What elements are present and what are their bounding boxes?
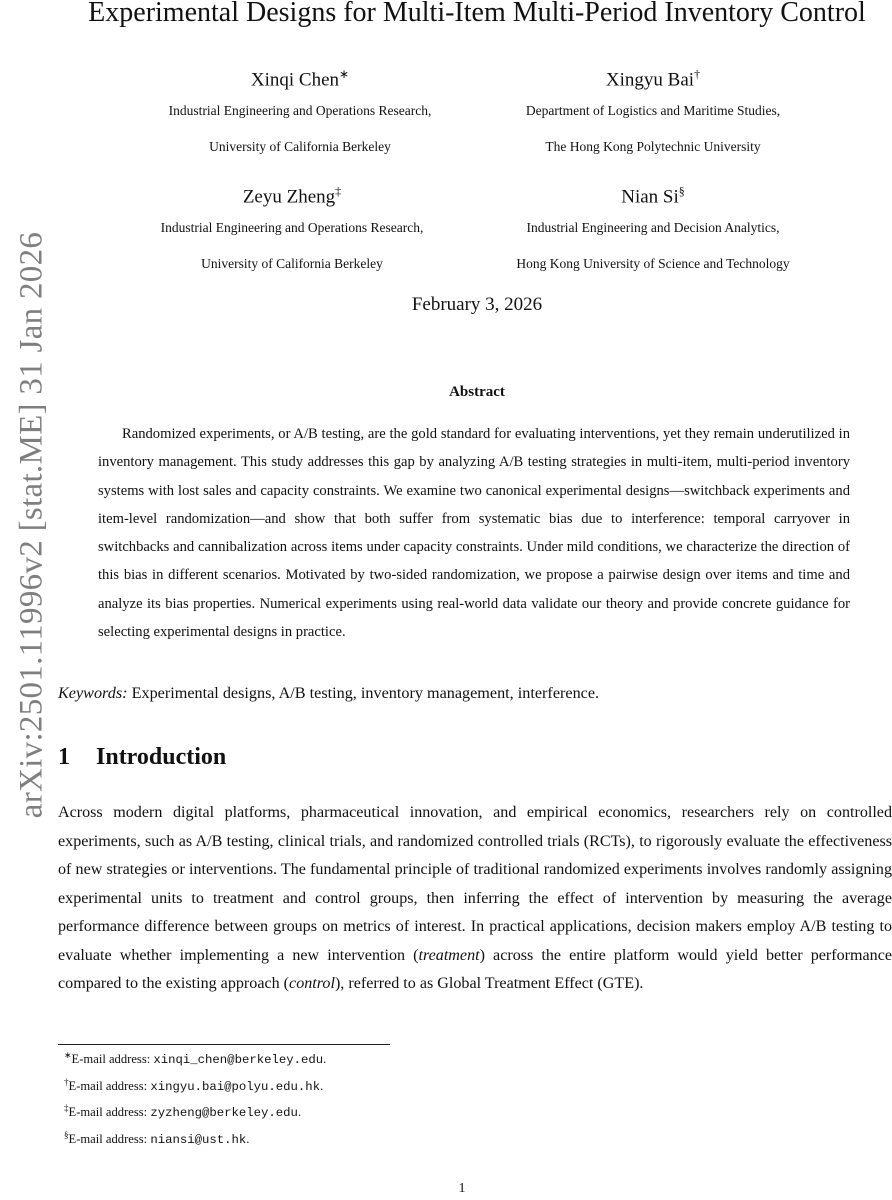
publication-date: February 3, 2026 <box>411 294 543 315</box>
footnotes <box>64 1045 664 1152</box>
email-link[interactable]: xinqi_chen@berkeley.edu <box>153 1053 324 1068</box>
author-institution: University of California Berkeley <box>201 256 383 272</box>
intro-paragraph: Across modern digital platforms, pharmaceutical innovation, and empirical economics, researchers rely on controlled experiments, such as A/B testing, clinical trials, and randomized controlled trials (RCTs), to rigorously evaluate the effectiveness of new strategies or interventions. The fundamental principle of traditional randomized experiments involves randomly assigning experimental units to treatment and control groups, then inferring the effect of intervention by measuring the average performance difference between groups on metrics of interest. In practical applications, decision makers employ A/B testing to evaluate whether implementing a new intervention (treatment) across the entire platform would yield better performance compared to the existing approach (control), referred to as Global Treatment Effect (GTE). <box>58 804 892 992</box>
paper-title: Experimental Designs for Multi-Item Multi-Period Inventory Control <box>88 0 866 28</box>
author-affiliation: Industrial Engineering and Operations Research, <box>168 103 432 119</box>
keywords-label: Keywords: <box>58 684 128 702</box>
email-link[interactable]: zyzheng@berkeley.edu <box>150 1106 298 1121</box>
page-number: 1 <box>458 1181 466 1196</box>
author-block <box>140 62 460 156</box>
abstract-heading: Abstract <box>449 384 505 400</box>
author-block <box>493 179 813 273</box>
footnote: ‡E-mail address: zyzheng@berkeley.edu. <box>64 1103 302 1121</box>
author-name: Xingyu Bai† <box>605 67 701 91</box>
author-name: Zeyu Zheng‡ <box>242 184 342 208</box>
author-institution: University of California Berkeley <box>209 139 391 155</box>
arxiv-side-stamp: arXiv:2501.11996v2 [stat.ME] 31 Jan 2026 <box>13 231 50 819</box>
email-link[interactable]: xingyu.bai@polyu.edu.hk <box>150 1079 321 1094</box>
author-name: Nian Si§ <box>621 184 685 208</box>
abstract-text: Randomized experiments, or A/B testing, are the gold standard for evaluating interventions, yet they remain underutilized in inventory management. This study addresses this gap by analyzing A/B testing strategies in multi-item, multi-period inventory systems with lost sales and capacity constraints. We examine two canonical experimental designs—switchback experiments and item-level randomization—and show that both suffer from systematic bias due to interference: temporal carryover in switchbacks and cannibalization across items under capacity constraints. Under mild conditions, we characterize the direction of this bias in different scenarios. Motivated by two-sided randomization, we propose a pairwise design over items and time and analyze its bias properties. Numerical experiments using real-world data validate our theory and provide concrete guidance for selecting experimental designs in practice. <box>98 426 850 641</box>
author-block <box>132 179 452 273</box>
footnote: §E-mail address: niansi@ust.hk. <box>64 1130 250 1148</box>
author-affiliation: Department of Logistics and Maritime Studies, <box>525 103 781 119</box>
footnote: †E-mail address: xingyu.bai@polyu.edu.hk. <box>64 1076 324 1094</box>
author-name: Xinqi Chen∗ <box>250 67 350 91</box>
section-heading <box>58 744 226 771</box>
email-link[interactable]: niansi@ust.hk <box>150 1133 247 1148</box>
keywords <box>58 681 858 705</box>
author-institution: Hong Kong University of Science and Technology <box>516 256 790 272</box>
section-number: 1 <box>58 744 70 770</box>
author-affiliation: Industrial Engineering and Decision Analytics, <box>526 220 780 236</box>
author-affiliation: Industrial Engineering and Operations Research, <box>160 220 424 236</box>
footnote: ∗E-mail address: xinqi_chen@berkeley.edu. <box>64 1050 327 1068</box>
author-block <box>493 62 813 156</box>
section-title: Introduction <box>96 744 227 770</box>
keywords-text: Experimental designs, A/B testing, inventory management, interference. <box>131 684 600 702</box>
author-institution: The Hong Kong Polytechnic University <box>545 139 761 155</box>
